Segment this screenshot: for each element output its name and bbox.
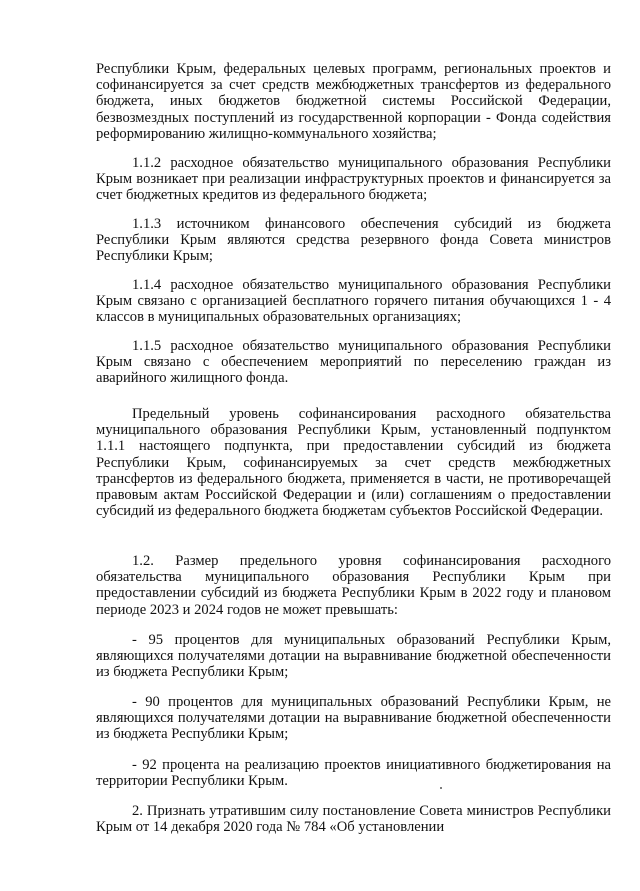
paragraph-cofinancing-limit: Предельный уровень софинансирования расходного обязательства муниципального образования Республики Крым, установленный подпунктом 1.1.1 настоящего подпункта, при предоставлении субсидий из бюджета Республики Крым, софинансируемых за счет средств межбюджетных трансфертов из федерального бюджета, применяется в части, не противоречащей правовым актам Российской Федерации и (или) соглашениям о предоставлении субсидий из федерального бюджета бюджетам субъектов Российской Федерации.	[96, 406, 611, 520]
paragraph-1-1-2: 1.1.2 расходное обязательство муниципального образования Республики Крым возникает при реализации инфраструктурных проектов и финансируется за счет бюджетных кредитов из федерального бюджета;	[96, 155, 611, 204]
list-item-95-percent: - 95 процентов для муниципальных образований Республики Крым, являющихся получателями дотации на выравнивание бюджетной обеспеченности из бюджета Республики Крым;	[96, 632, 611, 681]
list-item-90-percent: - 90 процентов для муниципальных образований Республики Крым, не являющихся получателями дотации на выравнивание бюджетной обеспеченности из бюджета Республики Крым;	[96, 694, 611, 743]
paragraph-1-1-4: 1.1.4 расходное обязательство муниципального образования Республики Крым связано с организацией бесплатного горячего питания обучающихся 1 - 4 классов в муниципальных образовательных организациях;	[96, 277, 611, 326]
paragraph-continuation: Республики Крым, федеральных целевых программ, региональных проектов и софинансируется за счет средств межбюджетных трансфертов из федерального бюджета, иных бюджетов бюджетной системы Российской Федерации, безвозмездных поступлений из государственной корпорации - Фонда содействия реформированию жилищно-коммунального хозяйства;	[96, 61, 611, 142]
paragraph-1-1-3: 1.1.3 источником финансового обеспечения субсидий из бюджета Республики Крым являются средства резервного фонда Совета министров Республики Крым;	[96, 216, 611, 265]
paragraph-1-1-5: 1.1.5 расходное обязательство муниципального образования Республики Крым связано с обеспечением мероприятий по переселению граждан из аварийного жилищного фонда.	[96, 338, 611, 387]
scan-speck	[440, 787, 442, 789]
paragraph-2: 2. Признать утратившим силу постановление Совета министров Республики Крым от 14 декабря 2020 года № 784 «Об установлении	[96, 803, 611, 836]
list-item-92-percent: - 92 процента на реализацию проектов инициативного бюджетирования на территории Республики Крым.	[96, 757, 611, 790]
paragraph-1-2: 1.2. Размер предельного уровня софинансирования расходного обязательства муниципального образования Республики Крым при предоставлении субсидий из бюджета Республики Крым в 2022 году и плановом периоде 2023 и 2024 годов не может превышать:	[96, 553, 611, 618]
